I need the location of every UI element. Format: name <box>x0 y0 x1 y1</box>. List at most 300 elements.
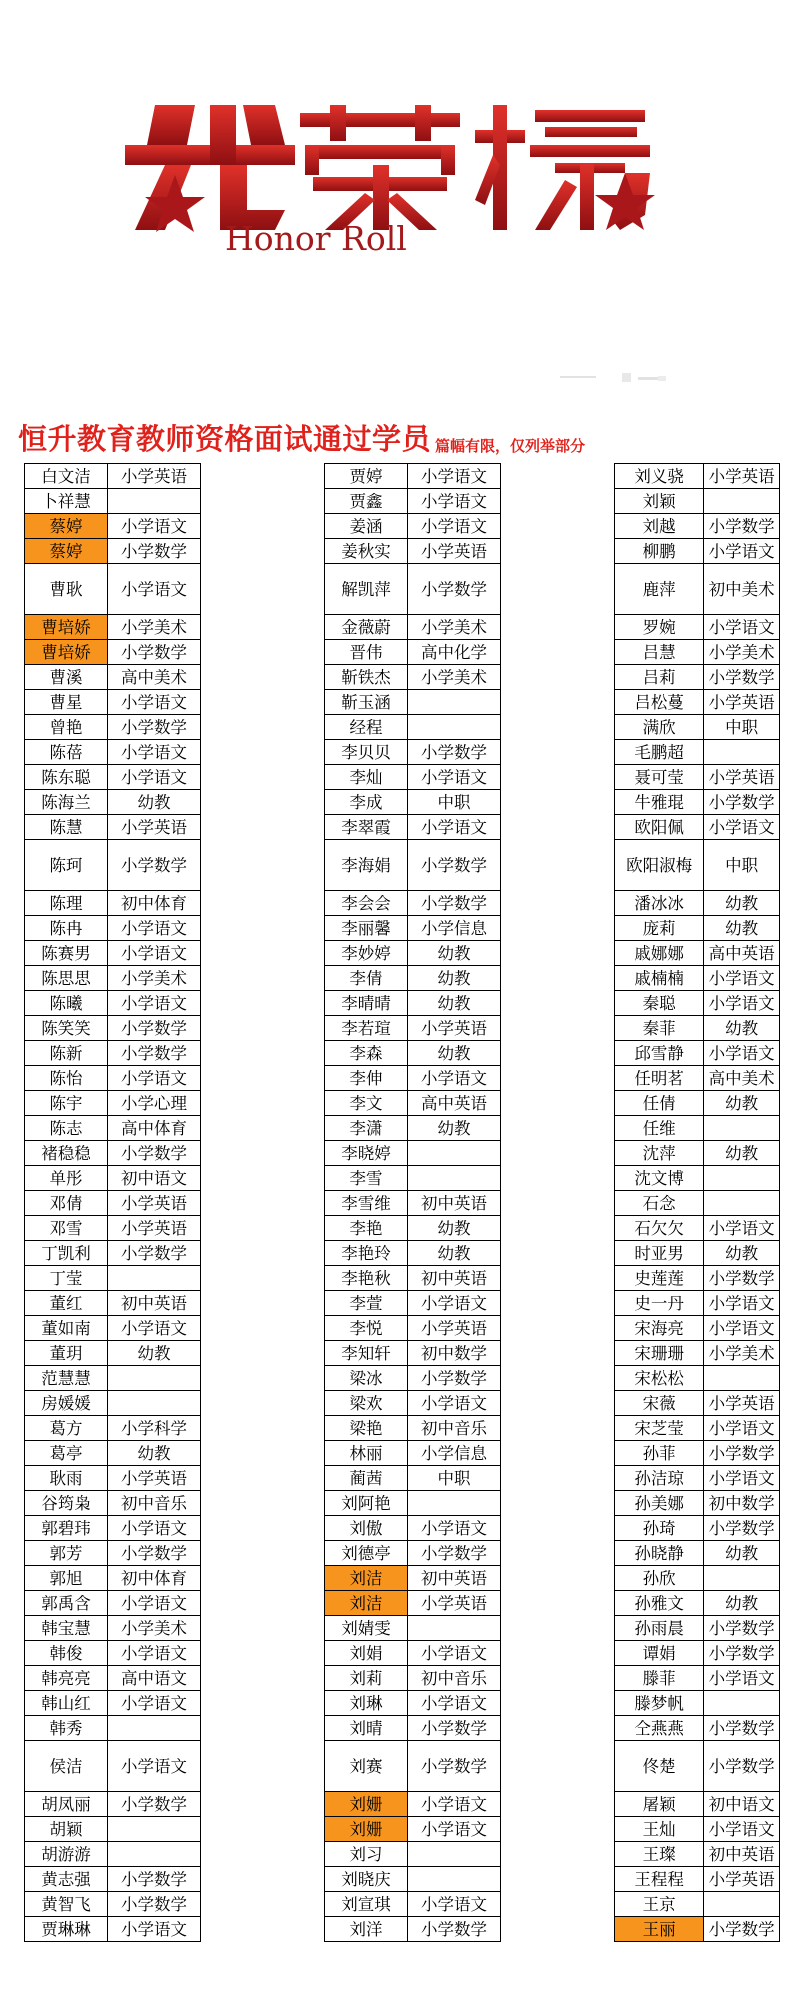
student-name: 刘娟 <box>325 1641 408 1666</box>
student-subject: 小学英语 <box>408 1316 501 1341</box>
student-name: 谭娟 <box>615 1641 704 1666</box>
table-row <box>25 1391 201 1416</box>
student-subject: 小学语文 <box>704 1666 780 1691</box>
table-row <box>25 1716 201 1741</box>
table-row <box>25 1491 201 1516</box>
table-row <box>25 539 201 564</box>
table-row <box>25 840 201 891</box>
table-row <box>615 1466 780 1491</box>
table-row <box>325 740 501 765</box>
student-name: 董如南 <box>25 1316 108 1341</box>
table-row <box>25 1241 201 1266</box>
table-row <box>25 690 201 715</box>
student-name: 靳铁杰 <box>325 665 408 690</box>
student-subject: 小学美术 <box>408 615 501 640</box>
student-subject: 小学美术 <box>108 1616 201 1641</box>
student-name: 丁莹 <box>25 1266 108 1291</box>
table-row <box>615 1892 780 1917</box>
table-row <box>25 1316 201 1341</box>
student-name: 曹星 <box>25 690 108 715</box>
table-row <box>325 1741 501 1792</box>
student-subject <box>108 1391 201 1416</box>
table-row <box>325 1641 501 1666</box>
student-name: 陈东聪 <box>25 765 108 790</box>
table-row <box>25 1441 201 1466</box>
student-name: 滕菲 <box>615 1666 704 1691</box>
student-name: 邱雪静 <box>615 1041 704 1066</box>
student-subject: 高中英语 <box>704 941 780 966</box>
table-row <box>25 1741 201 1792</box>
student-subject: 小学心理 <box>108 1091 201 1116</box>
student-name: 曹溪 <box>25 665 108 690</box>
student-subject: 幼教 <box>408 941 501 966</box>
student-subject: 初中音乐 <box>408 1416 501 1441</box>
student-name: 李海娟 <box>325 840 408 891</box>
student-subject: 小学英语 <box>408 539 501 564</box>
student-subject: 小学英语 <box>704 1867 780 1892</box>
student-subject: 小学英语 <box>108 1191 201 1216</box>
student-name: 林丽 <box>325 1441 408 1466</box>
table-row <box>325 1441 501 1466</box>
student-subject: 小学数学 <box>408 1917 501 1942</box>
student-subject: 小学语文 <box>408 1391 501 1416</box>
student-name: 陈赛男 <box>25 941 108 966</box>
student-name: 孙雨晨 <box>615 1616 704 1641</box>
table-row <box>25 1691 201 1716</box>
student-subject: 幼教 <box>704 1541 780 1566</box>
table-row <box>325 1141 501 1166</box>
table-row <box>25 1341 201 1366</box>
table-row <box>615 815 780 840</box>
student-subject: 小学语文 <box>704 1316 780 1341</box>
student-name: 李雪 <box>325 1166 408 1191</box>
table-row <box>25 1917 201 1942</box>
student-name: 刘晴 <box>325 1716 408 1741</box>
student-name: 郭碧玮 <box>25 1516 108 1541</box>
table-row <box>25 1817 201 1842</box>
student-subject: 小学美术 <box>408 665 501 690</box>
table-row <box>325 1166 501 1191</box>
table-row <box>325 1716 501 1741</box>
table-row <box>615 1291 780 1316</box>
table-row <box>25 715 201 740</box>
table-row <box>615 1491 780 1516</box>
student-name: 任维 <box>615 1116 704 1141</box>
student-subject: 小学语文 <box>704 815 780 840</box>
table-row <box>325 790 501 815</box>
student-subject: 小学语文 <box>408 1817 501 1842</box>
student-name: 梁艳 <box>325 1416 408 1441</box>
student-subject: 小学数学 <box>408 1716 501 1741</box>
student-subject: 小学数学 <box>704 1616 780 1641</box>
student-subject: 初中音乐 <box>408 1666 501 1691</box>
table-row <box>325 1892 501 1917</box>
student-name: 刘婧雯 <box>325 1616 408 1641</box>
table-row <box>615 1867 780 1892</box>
student-subject: 小学语文 <box>108 916 201 941</box>
student-subject: 幼教 <box>704 1141 780 1166</box>
student-name: 邓雪 <box>25 1216 108 1241</box>
student-subject: 幼教 <box>108 1441 201 1466</box>
table-row <box>325 1917 501 1942</box>
student-subject: 小学英语 <box>108 815 201 840</box>
table-row <box>25 1842 201 1867</box>
student-name: 佟楚 <box>615 1741 704 1792</box>
student-name: 韩亮亮 <box>25 1666 108 1691</box>
student-subject: 幼教 <box>108 790 201 815</box>
student-name: 葛亭 <box>25 1441 108 1466</box>
student-subject: 小学语文 <box>408 1792 501 1817</box>
table-row <box>615 1016 780 1041</box>
student-name: 韩山红 <box>25 1691 108 1716</box>
student-subject: 小学美术 <box>704 640 780 665</box>
table-row <box>615 1366 780 1391</box>
student-name: 孙琦 <box>615 1516 704 1541</box>
student-subject <box>704 1116 780 1141</box>
student-subject: 小学美术 <box>108 615 201 640</box>
student-subject: 小学语文 <box>108 1516 201 1541</box>
student-name: 屠颖 <box>615 1792 704 1817</box>
student-subject: 小学英语 <box>108 1466 201 1491</box>
table-row <box>25 1591 201 1616</box>
student-subject: 初中英语 <box>408 1266 501 1291</box>
table-row <box>615 765 780 790</box>
table-row <box>615 715 780 740</box>
student-subject: 小学美术 <box>108 966 201 991</box>
student-subject: 小学数学 <box>108 640 201 665</box>
student-name: 蔡婷 <box>25 514 108 539</box>
student-name: 蔺茜 <box>325 1466 408 1491</box>
student-subject: 小学数学 <box>108 539 201 564</box>
student-name: 李雪维 <box>325 1191 408 1216</box>
student-subject <box>704 1691 780 1716</box>
student-subject: 小学数学 <box>704 1266 780 1291</box>
student-name: 宋松松 <box>615 1366 704 1391</box>
student-name: 陈海兰 <box>25 790 108 815</box>
student-subject: 初中音乐 <box>108 1491 201 1516</box>
student-subject: 小学语文 <box>108 1316 201 1341</box>
student-name: 刘习 <box>325 1842 408 1867</box>
student-name: 耿雨 <box>25 1466 108 1491</box>
student-subject: 小学语文 <box>408 489 501 514</box>
table-row <box>25 1166 201 1191</box>
student-name: 沈萍 <box>615 1141 704 1166</box>
student-subject: 小学数学 <box>704 514 780 539</box>
student-subject: 小学信息 <box>408 1441 501 1466</box>
student-subject: 小学语文 <box>108 941 201 966</box>
student-name: 单彤 <box>25 1166 108 1191</box>
student-name: 黄志强 <box>25 1867 108 1892</box>
student-name: 刘德亭 <box>325 1541 408 1566</box>
student-subject: 小学数学 <box>408 1366 501 1391</box>
table-row <box>615 1116 780 1141</box>
table-row <box>325 1817 501 1842</box>
student-subject: 小学数学 <box>408 891 501 916</box>
student-subject: 小学数学 <box>408 740 501 765</box>
student-subject: 小学英语 <box>408 1591 501 1616</box>
student-subject: 小学语文 <box>108 765 201 790</box>
student-name: 蔡婷 <box>25 539 108 564</box>
table-row <box>325 1541 501 1566</box>
table-row <box>325 1666 501 1691</box>
student-name: 梁冰 <box>325 1366 408 1391</box>
student-name: 解凯萍 <box>325 564 408 615</box>
student-subject: 小学语文 <box>704 991 780 1016</box>
table-row <box>25 1141 201 1166</box>
student-name: 宋珊珊 <box>615 1341 704 1366</box>
table-row <box>25 1616 201 1641</box>
student-subject: 小学科学 <box>108 1416 201 1441</box>
student-name: 白文洁 <box>25 464 108 489</box>
table-row <box>25 1416 201 1441</box>
table-row <box>325 640 501 665</box>
student-name: 曾艳 <box>25 715 108 740</box>
table-row <box>325 715 501 740</box>
student-subject: 小学语文 <box>108 1641 201 1666</box>
table-row <box>615 640 780 665</box>
table-row <box>325 1341 501 1366</box>
student-name: 宋薇 <box>615 1391 704 1416</box>
table-row <box>25 916 201 941</box>
student-name: 刘琳 <box>325 1691 408 1716</box>
student-name: 曹培娇 <box>25 640 108 665</box>
student-subject: 小学英语 <box>704 690 780 715</box>
table-row <box>615 564 780 615</box>
student-name: 刘姗 <box>325 1792 408 1817</box>
table-row <box>325 765 501 790</box>
table-row <box>325 1016 501 1041</box>
decoration <box>560 370 680 390</box>
student-name: 曹耿 <box>25 564 108 615</box>
student-name: 姜涵 <box>325 514 408 539</box>
table-row <box>325 1867 501 1892</box>
table-row <box>615 1141 780 1166</box>
table-row <box>25 1366 201 1391</box>
student-name: 孙菲 <box>615 1441 704 1466</box>
student-name: 邓倩 <box>25 1191 108 1216</box>
table-row <box>25 1516 201 1541</box>
table-row <box>615 1091 780 1116</box>
student-name: 欧阳佩 <box>615 815 704 840</box>
student-name: 满欣 <box>615 715 704 740</box>
student-name: 贾琳琳 <box>25 1917 108 1942</box>
student-name: 鹿萍 <box>615 564 704 615</box>
table-row <box>615 991 780 1016</box>
table-row <box>25 1266 201 1291</box>
student-subject: 小学语文 <box>108 1741 201 1792</box>
student-name: 罗婉 <box>615 615 704 640</box>
student-name: 李艳玲 <box>325 1241 408 1266</box>
table-row <box>615 1917 780 1942</box>
student-name: 宋海亮 <box>615 1316 704 1341</box>
student-subject: 初中数学 <box>704 1491 780 1516</box>
student-subject: 初中美术 <box>704 564 780 615</box>
table-row <box>25 1466 201 1491</box>
table-row <box>615 1842 780 1867</box>
student-name: 李丽馨 <box>325 916 408 941</box>
student-subject: 小学数学 <box>108 1892 201 1917</box>
table-row <box>325 665 501 690</box>
table-row <box>25 640 201 665</box>
student-subject: 小学英语 <box>704 464 780 489</box>
table-row <box>615 539 780 564</box>
student-subject: 小学英语 <box>408 1016 501 1041</box>
student-name: 王程程 <box>615 1867 704 1892</box>
table-row <box>325 1266 501 1291</box>
student-subject: 小学语文 <box>408 765 501 790</box>
table-row <box>325 1241 501 1266</box>
student-name: 刘姗 <box>325 1817 408 1842</box>
table-row <box>325 1316 501 1341</box>
table-row <box>615 1792 780 1817</box>
table-row <box>25 615 201 640</box>
student-subject <box>704 1191 780 1216</box>
table-row <box>25 1566 201 1591</box>
student-subject: 幼教 <box>408 991 501 1016</box>
student-subject: 小学数学 <box>704 665 780 690</box>
student-name: 李艳秋 <box>325 1266 408 1291</box>
student-subject: 小学语文 <box>704 1817 780 1842</box>
student-name: 李晓婷 <box>325 1141 408 1166</box>
student-name: 刘赛 <box>325 1741 408 1792</box>
student-subject: 初中英语 <box>408 1191 501 1216</box>
student-name: 孙欣 <box>615 1566 704 1591</box>
student-subject: 小学数学 <box>108 1867 201 1892</box>
student-subject <box>108 489 201 514</box>
table-row <box>615 740 780 765</box>
student-subject: 高中英语 <box>408 1091 501 1116</box>
table-row <box>25 514 201 539</box>
table-row <box>325 1842 501 1867</box>
table-row <box>25 1116 201 1141</box>
student-subject: 小学语文 <box>408 815 501 840</box>
table-row <box>615 615 780 640</box>
table-row <box>615 1666 780 1691</box>
student-name: 戚娜娜 <box>615 941 704 966</box>
student-name: 贾婷 <box>325 464 408 489</box>
student-name: 黄智飞 <box>25 1892 108 1917</box>
student-subject: 初中体育 <box>108 891 201 916</box>
student-name: 房媛媛 <box>25 1391 108 1416</box>
student-name: 李晴晴 <box>325 991 408 1016</box>
table-row <box>615 665 780 690</box>
student-subject: 初中英语 <box>704 1842 780 1867</box>
table-row <box>325 1366 501 1391</box>
table-row <box>325 1216 501 1241</box>
student-subject <box>408 1616 501 1641</box>
logo-subtitle: Honor Roll <box>225 219 407 258</box>
student-subject: 小学数学 <box>108 1241 201 1266</box>
student-subject: 初中语文 <box>704 1792 780 1817</box>
student-subject: 小学数学 <box>408 840 501 891</box>
student-subject: 小学英语 <box>108 464 201 489</box>
student-subject: 小学数学 <box>408 1741 501 1792</box>
student-name: 李知轩 <box>325 1341 408 1366</box>
student-name: 陈怡 <box>25 1066 108 1091</box>
table-row <box>25 1641 201 1666</box>
student-subject: 小学语文 <box>108 1591 201 1616</box>
table-row <box>325 840 501 891</box>
student-subject: 初中英语 <box>408 1566 501 1591</box>
table-row <box>25 891 201 916</box>
student-subject <box>108 1366 201 1391</box>
student-name: 石欠欠 <box>615 1216 704 1241</box>
student-name: 韩俊 <box>25 1641 108 1666</box>
student-subject <box>408 1141 501 1166</box>
student-name: 柳鹏 <box>615 539 704 564</box>
student-subject: 小学英语 <box>704 765 780 790</box>
student-name: 李潇 <box>325 1116 408 1141</box>
student-name: 陈曦 <box>25 991 108 1016</box>
table-row <box>615 1441 780 1466</box>
student-name: 晋伟 <box>325 640 408 665</box>
student-subject <box>704 1366 780 1391</box>
student-subject: 高中化学 <box>408 640 501 665</box>
table-row <box>615 1516 780 1541</box>
student-name: 王灿 <box>615 1817 704 1842</box>
student-subject: 高中美术 <box>108 665 201 690</box>
student-name: 沈文博 <box>615 1166 704 1191</box>
student-subject: 小学语文 <box>704 1416 780 1441</box>
student-name: 李文 <box>325 1091 408 1116</box>
student-name: 吕莉 <box>615 665 704 690</box>
student-name: 李贝贝 <box>325 740 408 765</box>
student-subject: 小学数学 <box>408 564 501 615</box>
honor-roll-panel <box>10 408 780 2008</box>
student-subject: 小学语文 <box>408 1892 501 1917</box>
table-row <box>615 1341 780 1366</box>
table-row <box>25 464 201 489</box>
student-name: 孙洁琼 <box>615 1466 704 1491</box>
table-row <box>615 489 780 514</box>
student-subject: 中职 <box>408 1466 501 1491</box>
student-name: 范慧慧 <box>25 1366 108 1391</box>
table-row <box>615 1641 780 1666</box>
table-row <box>615 891 780 916</box>
table-row <box>325 941 501 966</box>
student-name: 董红 <box>25 1291 108 1316</box>
table-row <box>615 1066 780 1091</box>
student-name: 褚稳稳 <box>25 1141 108 1166</box>
student-name: 史一丹 <box>615 1291 704 1316</box>
student-subject: 初中数学 <box>408 1341 501 1366</box>
table-row <box>325 1792 501 1817</box>
student-name: 孙美娜 <box>615 1491 704 1516</box>
table-row <box>615 1416 780 1441</box>
table-row <box>615 464 780 489</box>
student-subject: 初中英语 <box>108 1291 201 1316</box>
student-name: 陈理 <box>25 891 108 916</box>
student-subject <box>704 740 780 765</box>
student-subject: 小学语文 <box>108 1917 201 1942</box>
student-name: 卜祥慧 <box>25 489 108 514</box>
student-subject: 中职 <box>408 790 501 815</box>
student-name: 任倩 <box>615 1091 704 1116</box>
title-text: 恒升教育教师资格面试通过学员 <box>18 422 432 456</box>
table-row <box>325 464 501 489</box>
table-row <box>25 991 201 1016</box>
student-name: 刘洁 <box>325 1591 408 1616</box>
student-subject: 小学数学 <box>108 1792 201 1817</box>
table-row <box>615 1716 780 1741</box>
table-row <box>615 790 780 815</box>
student-subject: 小学数学 <box>704 1441 780 1466</box>
student-name: 郭旭 <box>25 1566 108 1591</box>
student-subject: 小学语文 <box>108 1066 201 1091</box>
student-name: 李倩 <box>325 966 408 991</box>
table-row <box>615 1817 780 1842</box>
student-name: 李艳 <box>325 1216 408 1241</box>
